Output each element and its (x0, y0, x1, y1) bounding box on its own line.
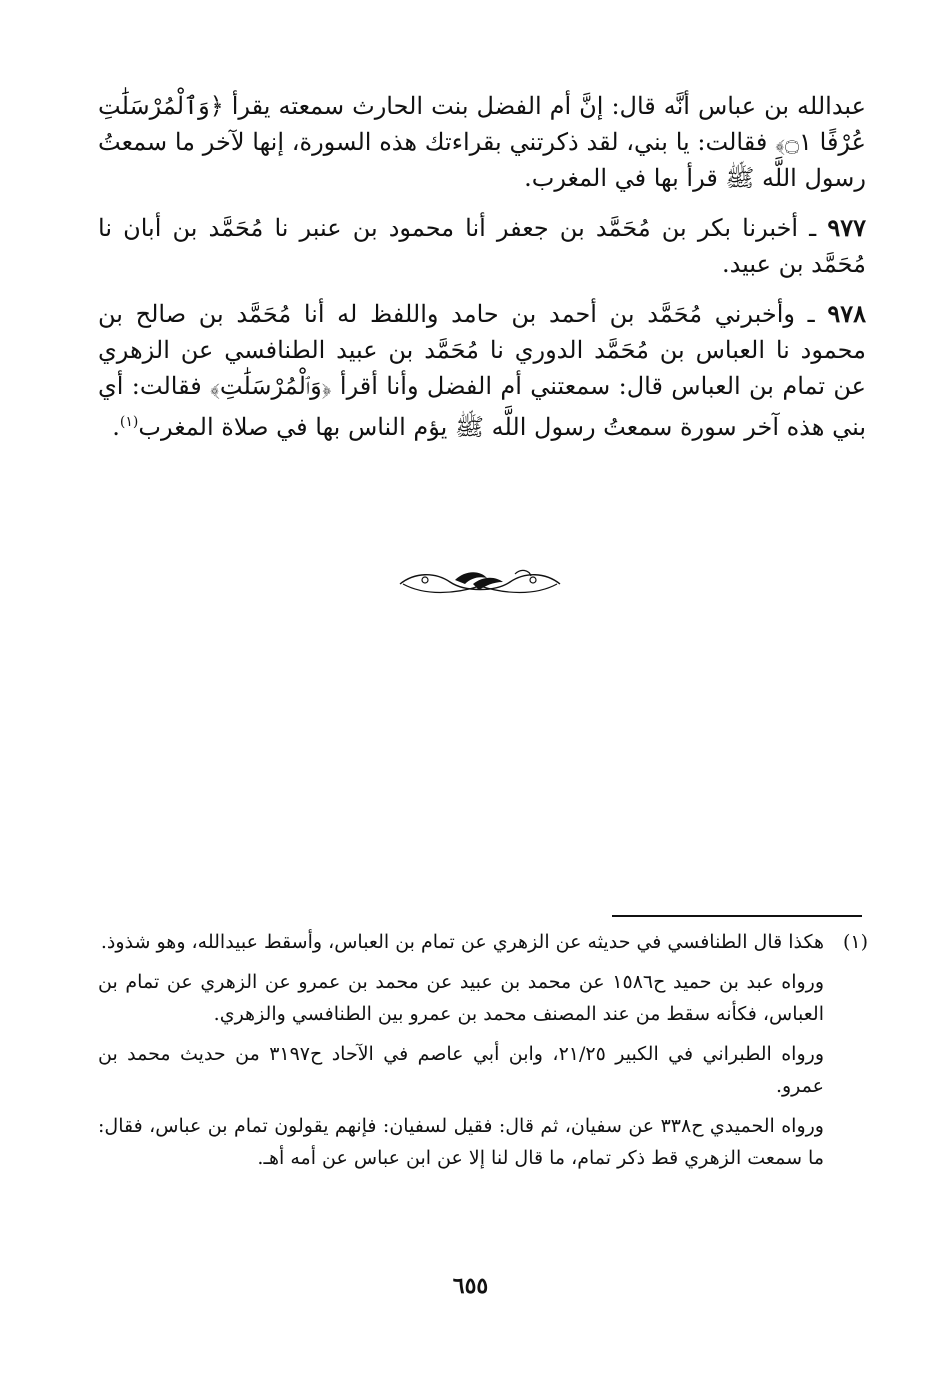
paragraph-978 (98, 296, 866, 445)
footnote-1 (98, 926, 868, 958)
paragraph-text: ـ وأخبرني مُحَمَّد بن أحمد بن حامد واللفظ له أنا مُحَمَّد بن صالح بن محمود نا العباس بن مُحَمَّد الدوري نا مُحَمَّد بن عبيد الطنافسي عن الزهري عن تمام بن العباس قال: سمعتني أم الفضل وأنا أقرأ ﴿وَٱلْمُرْسَلَٰتِ﴾ فقالت: أي بني هذه آخر سورة سمعتُ رسول اللَّه ﷺ يؤم الناس بها في صلاة المغرب (98, 300, 866, 441)
main-text (98, 88, 866, 459)
paragraph-end: . (112, 413, 120, 441)
paragraph-977 (98, 210, 866, 282)
footnote-separator (612, 915, 862, 917)
hadith-number: ٩٧٨ (827, 299, 866, 328)
footnote-1-part-3 (98, 1038, 868, 1102)
footnote-1-part-2 (98, 966, 868, 1030)
footnote-text: ورواه عبد بن حميد ح١٥٨٦ عن محمد بن عبيد عن محمد بن عمرو عن الزهري عن تمام بن العباس، فكأنه سقط من عند المصنف محمد بن عمرو بين الطنافسي والزهري. (98, 971, 825, 1025)
page-number: ٦٥٥ (452, 1273, 489, 1299)
footnote-1-part-4 (98, 1110, 868, 1174)
footnote-marker: (١) (842, 931, 868, 953)
paragraph-976-continuation (98, 88, 866, 196)
footnotes (98, 926, 868, 1182)
floral-divider-icon (395, 562, 565, 602)
paragraph-text: ـ أخبرنا بكر بن مُحَمَّد بن جعفر أنا محمود بن عنبر نا مُحَمَّد بن أبان نا مُحَمَّد بن عبيد. (98, 214, 866, 278)
paragraph-text: عبدالله بن عباس أنَّه قال: إنَّ أم الفضل بنت الحارث سمعته يقرأ ﴿وَٱلْمُرْسَلَٰتِ عُرْفًا ۝١﴾ فقالت: يا بني، لقد ذكرتني بقراءتك هذه السورة، إنها لآخر ما سمعتُ رسول اللَّه ﷺ قرأ بها في المغرب. (98, 92, 866, 192)
footnote-text: ورواه الحميدي ح٣٣٨ عن سفيان، ثم قال: فقيل لسفيان: فإنهم يقولون تمام بن عباس، فقال: ما سمعت الزهري قط ذكر تمام، ما قال لنا إلا عن ابن عباس عن أمه أهـ. (98, 1115, 824, 1169)
footnote-text: هكذا قال الطنافسي في حديثه عن الزهري عن تمام بن العباس، وأسقط عبيدالله، وهو شذوذ. (100, 931, 824, 953)
footnote-text: ورواه الطبراني في الكبير ٢١/٢٥، وابن أبي عاصم في الآحاد ح٣١٩٧ من حديث محمد بن عمرو. (98, 1043, 824, 1097)
hadith-number: ٩٧٧ (827, 213, 866, 242)
footnote-reference: (١) (119, 414, 139, 430)
